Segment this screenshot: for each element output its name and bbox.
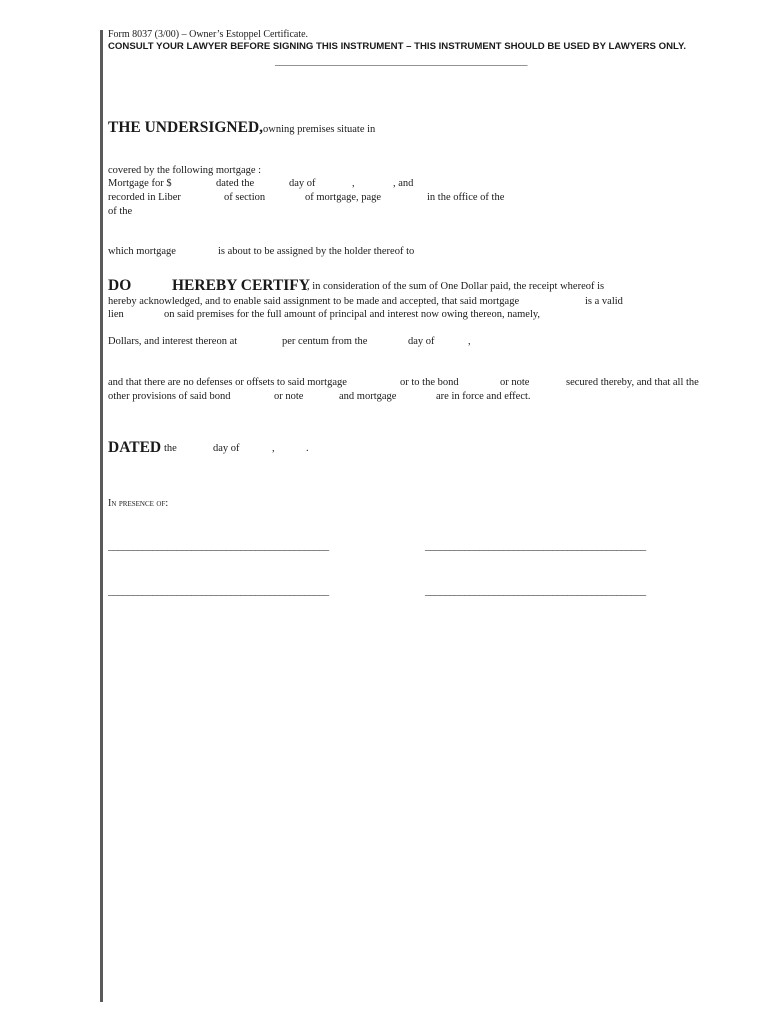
dated-the-text: the: [164, 443, 177, 454]
dated-period: .: [306, 443, 309, 454]
and-label: , and: [393, 178, 414, 189]
secured-thereby-text: secured thereby, and that all the: [566, 377, 699, 388]
which-mortgage-label: which mortgage: [108, 246, 176, 257]
certify-comma: ,: [468, 336, 471, 347]
dollars-interest-label: Dollars, and interest thereon at: [108, 336, 238, 347]
dated-heading: DATED: [108, 439, 162, 456]
owning-premises-text: owning premises situate in: [263, 124, 376, 135]
full-amount-text: on said premises for the full amount of principal and interest now owing thereon, namely,: [164, 309, 541, 320]
dated-comma: ,: [272, 443, 275, 454]
other-provisions-text: other provisions of said bond: [108, 391, 231, 402]
dated-the-label: dated the: [216, 178, 255, 189]
in-presence-of-label: In presence of:: [108, 498, 169, 509]
undersigned-heading: THE UNDERSIGNED,: [108, 119, 264, 136]
lawyer-warning: CONSULT YOUR LAWYER BEFORE SIGNING THIS INSTRUMENT – THIS INSTRUMENT SHOULD BE USED BY LAWYERS ONLY.: [108, 41, 686, 52]
or-note-text: or note: [500, 377, 530, 388]
owner-signature-line-2[interactable]: _____________________________________________: [425, 585, 646, 597]
of-mortgage-page-label: of mortgage, page: [305, 192, 382, 203]
and-mortgage-text: and mortgage: [339, 391, 397, 402]
certify-day-of-label: day of: [408, 336, 435, 347]
day-of-label: day of: [289, 178, 316, 189]
consideration-text: , in consideration of the sum of One Dollar paid, the receipt whereof is: [307, 281, 605, 292]
witness-signature-line-1[interactable]: _____________________________________________: [108, 540, 329, 552]
of-section-label: of section: [224, 192, 266, 203]
recorded-in-liber-label: recorded in Liber: [108, 192, 181, 203]
no-defenses-text: and that there are no defenses or offsets to said mortgage: [108, 377, 347, 388]
header-underline: _______________________________________________________________: [275, 57, 527, 67]
comma: ,: [352, 178, 355, 189]
left-margin-rule: [100, 30, 103, 1002]
in-force-text: are in force and effect.: [436, 391, 531, 402]
owner-signature-line-1[interactable]: _____________________________________________: [425, 540, 646, 552]
witness-signature-line-2[interactable]: _____________________________________________: [108, 585, 329, 597]
hereby-certify-heading: HEREBY CERTIFY: [172, 277, 310, 294]
or-to-the-bond-text: or to the bond: [400, 377, 459, 388]
in-the-office-label: in the office of the: [427, 192, 505, 203]
mortgage-for-label: Mortgage for $: [108, 178, 172, 189]
dated-day-of-text: day of: [213, 443, 240, 454]
acknowledged-text: hereby acknowledged, and to enable said assignment to be made and accepted, that said mortgage: [108, 296, 520, 307]
or-note-text-2: or note: [274, 391, 304, 402]
of-the-label: of the: [108, 206, 133, 217]
do-heading: DO: [108, 277, 132, 294]
about-to-be-assigned-text: is about to be assigned by the holder thereof to: [218, 246, 415, 257]
is-a-valid-text: is a valid: [585, 296, 623, 307]
covered-by-mortgage: covered by the following mortgage :: [108, 165, 262, 176]
per-centum-label: per centum from the: [282, 336, 368, 347]
form-identifier: Form 8037 (3/00) – Owner’s Estoppel Certificate.: [108, 29, 309, 40]
lien-label: lien: [108, 309, 124, 320]
